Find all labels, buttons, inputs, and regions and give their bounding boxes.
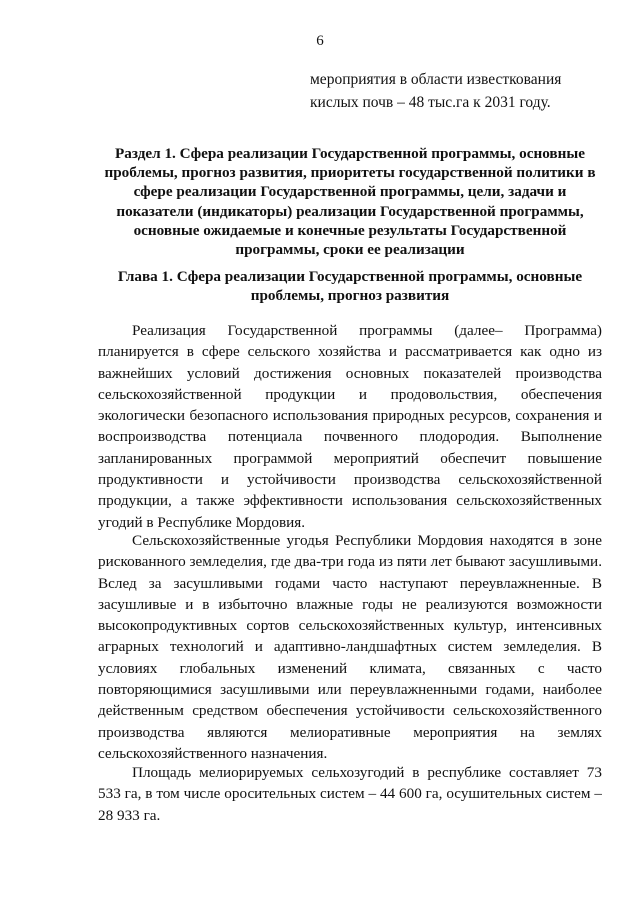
continued-text-line: кислых почв – 48 тыс.га к 2031 году. xyxy=(310,94,551,111)
paragraph-line: действенным средством обеспечения устойчивости сельскохозяйственного xyxy=(98,702,602,720)
paragraph-line: производства являются мелиоративные мероприятия на землях xyxy=(98,723,602,741)
paragraph-line: планируется в сфере сельского хозяйства и рассматривается как одно из xyxy=(98,343,602,361)
page-number: 6 xyxy=(316,33,324,49)
chapter-heading-line: Глава 1. Сфера реализации Государственной программы, основные xyxy=(117,268,583,285)
paragraph-line: Реализация Государственной программы (далее– Программа) xyxy=(132,322,602,339)
paragraph-line: запланированных программой мероприятий обеспечит повышение xyxy=(98,449,602,467)
chapter-heading-line: проблемы, прогноз развития xyxy=(250,287,450,304)
paragraph-line: рискованного земледелия, где два-три года из пяти лет бывают засушливыми. xyxy=(98,553,602,571)
paragraph-line: Вслед за засушливыми годами часто наступают переувлажненные. В xyxy=(98,574,602,592)
section-heading-line: программы, сроки ее реализации xyxy=(235,241,465,259)
chapter-heading xyxy=(100,267,600,305)
paragraph-line: аграрных технологий и адаптивно-ландшафтных систем земледелия. В xyxy=(98,638,602,656)
continued-text xyxy=(310,68,610,114)
section-heading-line: показатели (индикаторы) реализации Государственной программы, xyxy=(116,202,584,220)
paragraph-line: важнейших условий достижения основных показателей производства xyxy=(98,364,602,382)
paragraph-line: сельскохозяйственной продукции и продовольствия, обеспечения xyxy=(98,385,602,403)
paragraph-reclaimed-area xyxy=(98,762,602,826)
paragraph-program-scope xyxy=(98,320,602,533)
section-heading-line: проблемы, прогноз развития, приоритеты государственной политики в xyxy=(104,164,596,182)
paragraph-line: Сельскохозяйственные угодья Республики Мордовия находятся в зоне xyxy=(132,532,602,549)
paragraph-line: экологически безопасного использования природных ресурсов, сохранения и xyxy=(98,407,602,425)
paragraph-line: засушливые и в избыточно влажные годы не реализуются возможности xyxy=(98,595,602,613)
paragraph-line: продуктивности и устойчивости производства сельскохозяйственной xyxy=(98,471,602,489)
section-heading xyxy=(100,144,600,259)
continued-text-line: мероприятия в области известкования xyxy=(310,71,562,88)
paragraph-line: продукции, а также эффективности использования сельскохозяйственных xyxy=(98,492,602,510)
paragraph-line: 28 933 га. xyxy=(98,806,161,824)
paragraph-line: воспроизводства потенциала почвенного плодородия. Выполнение xyxy=(98,428,602,446)
paragraph-agricultural-lands xyxy=(98,530,602,764)
paragraph-line: высокопродуктивных сортов сельскохозяйственных культур, интенсивных xyxy=(98,617,602,635)
paragraph-line: 533 га, в том числе оросительных систем – 44 600 га, осушительных систем – xyxy=(98,785,602,803)
section-heading-line: основные ожидаемые и конечные результаты Государственной xyxy=(133,221,567,239)
paragraph-line: повторяющимися засушливыми или переувлажненными годами, наиболее xyxy=(98,681,602,699)
paragraph-line: угодий в Республике Мордовия. xyxy=(98,513,306,531)
paragraph-line: Площадь мелиорируемых сельхозугодий в республике составляет 73 xyxy=(132,764,602,781)
paragraph-line: условиях глобальных изменений климата, связанных с часто xyxy=(98,659,602,677)
section-heading-line: сфере реализации Государственной программы, цели, задачи и xyxy=(133,183,567,201)
section-heading-line: Раздел 1. Сфера реализации Государственной программы, основные xyxy=(115,145,585,162)
paragraph-line: сельскохозяйственного назначения. xyxy=(98,744,328,762)
